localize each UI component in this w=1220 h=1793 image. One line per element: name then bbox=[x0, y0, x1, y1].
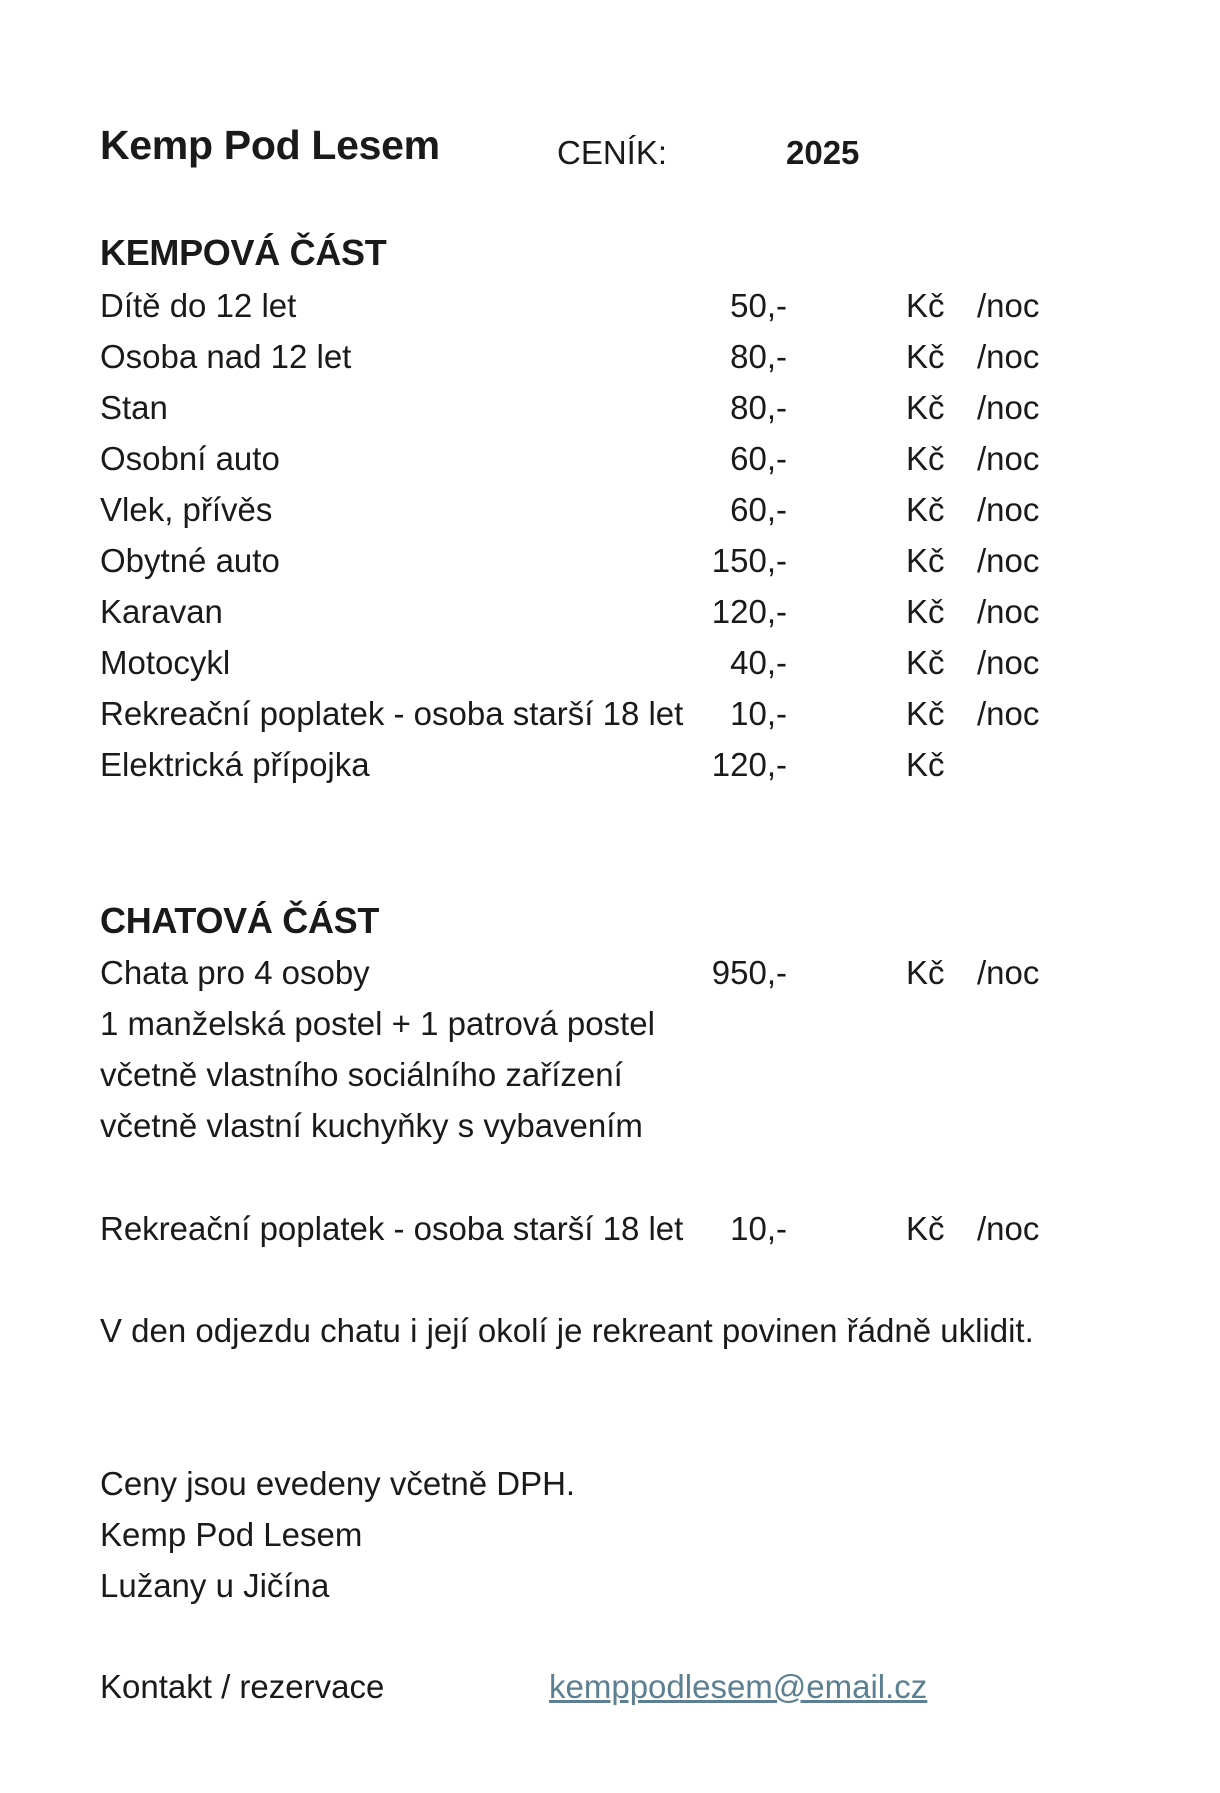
item-price: 10,- bbox=[730, 1210, 787, 1247]
item-label: Osoba nad 12 let bbox=[100, 338, 352, 375]
item-label: Elektrická přípojka bbox=[100, 746, 370, 783]
item-label: Obytné auto bbox=[100, 542, 280, 579]
item-currency: Kč bbox=[906, 491, 945, 528]
item-currency: Kč bbox=[906, 593, 945, 630]
item-unit: /noc bbox=[977, 1210, 1040, 1247]
cabin-detail-line: 1 manželská postel + 1 patrová postel bbox=[100, 1005, 655, 1042]
item-currency: Kč bbox=[906, 954, 945, 991]
item-currency: Kč bbox=[906, 287, 945, 324]
item-currency: Kč bbox=[906, 1210, 945, 1247]
price-row bbox=[100, 486, 1060, 534]
price-row bbox=[100, 333, 1060, 381]
item-currency: Kč bbox=[906, 389, 945, 426]
item-label: Dítě do 12 let bbox=[100, 287, 297, 324]
price-list-label: CENÍK: bbox=[557, 134, 668, 171]
item-label: Stan bbox=[100, 389, 168, 426]
item-price: 50,- bbox=[730, 287, 787, 324]
price-row bbox=[100, 435, 1060, 483]
item-price: 60,- bbox=[730, 491, 787, 528]
item-unit: /noc bbox=[977, 644, 1040, 681]
item-currency: Kč bbox=[906, 440, 945, 477]
camp-section-title: KEMPOVÁ ČÁST bbox=[100, 232, 387, 273]
item-unit: /noc bbox=[977, 389, 1040, 426]
price-row bbox=[100, 384, 1060, 432]
price-row bbox=[100, 949, 1060, 997]
item-unit: /noc bbox=[977, 542, 1040, 579]
item-unit: /noc bbox=[977, 954, 1040, 991]
contact-label: Kontakt / rezervace bbox=[100, 1668, 385, 1705]
price-row bbox=[100, 690, 1060, 738]
item-price: 150,- bbox=[711, 542, 787, 579]
item-price: 80,- bbox=[730, 338, 787, 375]
item-currency: Kč bbox=[906, 338, 945, 375]
item-currency: Kč bbox=[906, 644, 945, 681]
price-row bbox=[100, 639, 1060, 687]
item-currency: Kč bbox=[906, 542, 945, 579]
item-unit: /noc bbox=[977, 338, 1040, 375]
item-price: 80,- bbox=[730, 389, 787, 426]
item-label: Osobní auto bbox=[100, 440, 280, 477]
item-currency: Kč bbox=[906, 695, 945, 732]
item-price: 40,- bbox=[730, 644, 787, 681]
item-unit: /noc bbox=[977, 593, 1040, 630]
price-list-year: 2025 bbox=[786, 134, 860, 171]
footer-location: Lužany u Jičína bbox=[100, 1567, 330, 1604]
item-currency: Kč bbox=[906, 746, 945, 783]
item-label: Karavan bbox=[100, 593, 223, 630]
price-row bbox=[100, 741, 1060, 789]
cabin-detail-line: včetně vlastní kuchyňky s vybavením bbox=[100, 1107, 643, 1144]
footer-camp-name: Kemp Pod Lesem bbox=[100, 1516, 363, 1553]
item-unit: /noc bbox=[977, 440, 1040, 477]
contact-row bbox=[100, 1663, 1100, 1711]
price-row bbox=[100, 1205, 1060, 1253]
item-price: 950,- bbox=[711, 954, 787, 991]
vat-note: Ceny jsou evedeny včetně DPH. bbox=[100, 1465, 576, 1502]
item-price: 60,- bbox=[730, 440, 787, 477]
item-label: Motocykl bbox=[100, 644, 231, 681]
item-unit: /noc bbox=[977, 695, 1040, 732]
price-row bbox=[100, 282, 1060, 330]
item-label: Rekreační poplatek - osoba starší 18 let bbox=[100, 1210, 684, 1247]
item-label: Rekreační poplatek - osoba starší 18 let bbox=[100, 695, 684, 732]
item-label: Chata pro 4 osoby bbox=[100, 954, 370, 991]
price-row bbox=[100, 588, 1060, 636]
item-price: 120,- bbox=[711, 593, 787, 630]
header bbox=[100, 122, 1100, 182]
item-price: 120,- bbox=[711, 746, 787, 783]
price-row bbox=[100, 537, 1060, 585]
item-label: Vlek, přívěs bbox=[100, 491, 273, 528]
item-unit: /noc bbox=[977, 287, 1040, 324]
item-unit: /noc bbox=[977, 491, 1040, 528]
camp-name-title: Kemp Pod Lesem bbox=[100, 122, 440, 168]
cabin-section-title: CHATOVÁ ČÁST bbox=[100, 900, 380, 941]
contact-email-link[interactable]: kemppodlesem@email.cz bbox=[549, 1668, 928, 1705]
cabin-detail-line: včetně vlastního sociálního zařízení bbox=[100, 1056, 623, 1093]
item-price: 10,- bbox=[730, 695, 787, 732]
cleanup-note: V den odjezdu chatu i její okolí je rekreant povinen řádně uklidit. bbox=[100, 1312, 1034, 1349]
